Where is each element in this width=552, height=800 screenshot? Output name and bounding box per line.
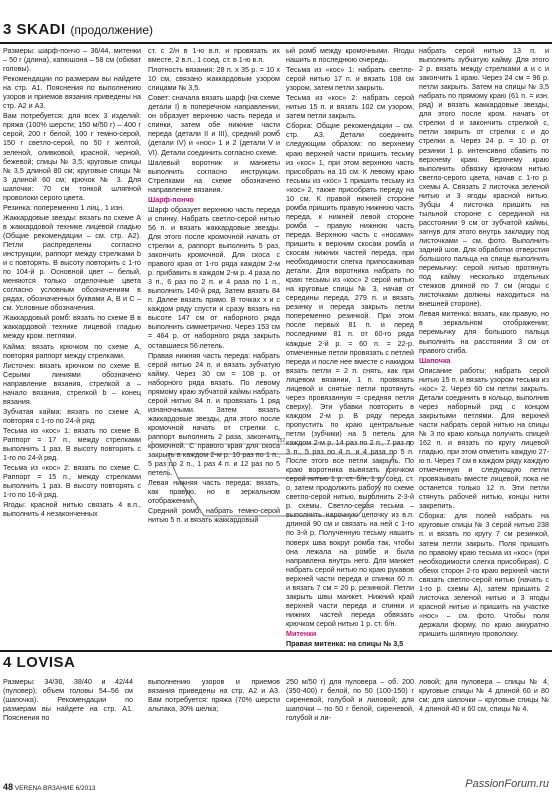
paragraph: Правая нижняя часть переда: набрать серой нитью 24 п. и вязать зубчатую кайму. Через 30 см = 108 р. от наборного ряда вязать. По левому прямому краю зубчатой каймы набрать серой нитью 84 п. и провязать 1 ряд изнаночными. Затем вязать жаккардовые звезды, для этого после кромочной начать от стрелки с, раппорт выполнить 2 раза, закончить кромочной. С правого края для скоса закрыть в каждом 2-м р. 10 раз по 1 п., 5 раз по 2 п., 1 раз 4 п. и 12 раз по 5 петель. — [148, 350, 280, 478]
paragraph: Плотность вязания: 28 п. х 35 р. = 10 х 10 см, связано жаккардовым узором спицами № 3,5. — [148, 65, 280, 93]
paragraph: Совет: сначала вязать шарф (на схеме детали I) в поперечном направлении, он образует верхнюю часть переда и спинки, затем обе нижние части переда (детали II и III), средний ромб (детали IV) и «нос» 1 и 2 (детали V и VI). Детали соединить согласно схеме. — [148, 93, 280, 157]
paragraph: набрать серой нитью 13 п. и выполнить зубчатую кайму. Для этого 2 р. вязать между стрелками a и c и закончить 1 краю. Через 24 см = 96 р. петли закрыть. Затем на спицы № 3,5 набрать по прямому краю (61 п. = изн. ряд) и вязать жаккардовые звезды, для этого после кром. начать от стрелки d и закончить стрелкой c, петли закрыть от стрелки c и до стрелки a. Через 24 р. = 10 р. от резинки 1 р. интенсивно сбавить по верхнему краю. Верхнему краю выполнить обвязку крючком нитью светло-серого цвета, начав с 1-го р. схемы А. Связать 2 листочка зеленой нитью и 3 ягоды красной нитью. Зубцы 4 листочка пришить на тыльной стороне с серединой на расстоянии 9 см от зубчатой каймы, загнув для этого внутрь закладку под листочками – см. фото. Выполнить задний шов. Для обработки отверстия большого пальца на спице выполнить перемычку: серой нитью протянуть под кайму несколько отдельных стежков длиной по 7 см (ягоды с листочками должны находиться на внешней стороне). — [419, 46, 549, 309]
paragraph: Левая нижняя часть переда: вязать, как правую, но в зеркальном отображении. — [148, 478, 280, 506]
paragraph: Шарф образует верхнюю часть переда и спинку. Набрать светло-серой нитью 56 п. и вязать жаккардовые звезды. Для этого после кромочной начать от стрелки а, раппорт выполнить 5 раз, закончить кромочной. Для скоса с правого края от 1-го ряда каждом 2-м р. прибавить в каждом 2-м р. 4 раза по 3 п., 6 раз по 2 п. и 4 раза по 1 п., выполнить 140-й ряд. Затем вязать 84 п. Далее вязать прямо. В точках x и c каждом ряду спусти и сразу вязать на высоте 147 см от наборного ряда выполнить симметрично. Через 153 см = 464 р. от наборного ряда закрыть оставшиеся 56 петель. — [148, 204, 280, 350]
paragraph: Рекомендации по размерам вы найдете на стр. А1. Пояснения по выполнению узоров и приемов вязания приведены на стр. А2 и А3. — [3, 74, 141, 111]
schematic-shape — [178, 478, 384, 516]
section2-column-3: 250 м/50 г) для пуловера – об. 200 (350-400) г белой, по 50 (100-150) г сиреневой, голубой и лиловой; для шапочки – по 50 г белой, сиреневой, голубой и ли- — [286, 677, 414, 723]
magazine-name: VERENA ВЯЗАНИЕ 6/2013 — [14, 785, 96, 792]
paragraph: Зубчатая кайма: вязать по схеме А, повторяя с 1-го по 24-й ряд. — [3, 406, 141, 425]
section-header — [0, 0, 552, 46]
paragraph: Тесьма из «кос» 1: вязать по схеме В. Раппорт = 17 п., между стрелками выполнить 1 раз. В высоту повторять с 1-го по 24-й ряд. — [3, 425, 141, 463]
paragraph: ст. с 2/н в 1-ю в.п. и провязать их вместе, 2 в.п., 1 соед. ст. в 1-ю в.п. — [148, 46, 280, 65]
paragraph: Правая митенка: на спицы № 3,5 — [286, 639, 404, 649]
paragraph: Размеры: шарф-пончо – 36/44, митенки – 50 г (длина), капюшона – 58 см (обхват головы). — [3, 46, 141, 74]
page-number: 48 — [3, 782, 14, 792]
paragraph: Ягоды: красной нитью связать 4 в.п., выполнить 4 незаконченных — [3, 500, 141, 519]
garment-schematic-diagram — [148, 436, 414, 542]
paragraph: Тесьма из «кос» 1: набрать светло-серой нитью 17 п. и вязать 108 см узором, затем петли закрыть. — [286, 65, 414, 93]
section2-column-1: Размеры: 34/36, 38/40 и 42/44 (пуловер); объем головы 54–56 см (шапочка). Рекомендации по размерам вы найдете на стр. А1. Пояснения по — [3, 677, 133, 723]
paragraph: ый ромб между кромочными. Ягоды нашить в последнюю очередь. — [286, 46, 414, 65]
paragraph: Левая митенка: вязать, как правую, но в зеркальном отображении; перемычку для большого пальца выполнить на расстоянии 3 см от правого сгиба. — [419, 309, 549, 355]
column-4 — [419, 46, 549, 639]
paragraph: Вам потребуется: для всех 3 изделий: пряжа (100% шерсти; 150 м/50 г) – 400 г серой, 200 г белой, 100 г темно-серой, 150 г светло-серой, по 50 г желтой, зеленой, оливковой, красной, черной, бежевой; спицы № 3,5; круговые спицы № 3,5 длиной 80 см; круговые спицы № 3 длиной 60 см; крючок № 3. Для шапочки: 70 см тонкой шляпной проволоки серого цвета. — [3, 111, 141, 202]
section-title-text: 3 SKADI — [3, 21, 66, 38]
dimension-label: 152 — [276, 438, 286, 444]
paragraph: Средний ромб: набрать темно-серой нитью 5 п. и вязать жаккардовый — [148, 506, 280, 525]
section-subtitle: (продолжение) — [70, 23, 154, 37]
paragraph: Описание работы: набрать серой нитью 15 п. и вязать узором тесьма из «кос» 2. Через 60 см петли закрыть. Детали соединить в кольцо, выполнив через наборный ряд с концом закрытыми петлями. Для верхней части набрать серой нитью на спицы № 3 по краю кольца получить спицей 162 п. и вязать по кругу лицевой гладью, при этом отметить каждую 27-ю п. Через 7 см в каждом ряду каждую отмеченную и следующую петли провязывать вместе лицевой, пока не останется только 12 п. Эти петли стянуть рабочей нитью, концы нити закрепить. — [419, 365, 549, 511]
watermark-site: PassionForum.ru — [465, 778, 549, 790]
section-title: 4 LOVISA — [3, 654, 76, 671]
section-title — [3, 21, 153, 38]
column-1 — [3, 46, 141, 519]
subheading: Митенки — [286, 629, 317, 638]
section2-column-2: выполнению узоров и приемов вязания приведены на стр. А2 и А3. Вам потребуется: пряжа (70% шерсти альпака, 30% шелка; — [148, 677, 280, 714]
header-rule — [0, 42, 552, 44]
paragraph: Кайма: вязать крючком по схеме А, повторяя раппорт между стрелками. — [3, 341, 141, 360]
schematic-shape — [168, 454, 394, 478]
subheading: Шапочка — [419, 355, 451, 365]
paragraph: Резинка: попеременно 1 лиц., 1 изн. — [3, 202, 125, 212]
page-footer — [3, 778, 549, 792]
section-rule — [0, 650, 552, 652]
paragraph: Жаккардовый ромб: вязать по схеме В в жаккардовой технике лицевой гладью между кром. петлями. — [3, 313, 141, 341]
paragraph: Тесьма из «кос» 2: вязать по схеме С. Раппорт = 15 п., между стрелками выполнить 1 раз. В высоту повторять с 1-го по 16-й ряд. — [3, 463, 141, 500]
subheading: Шарф-пончо — [148, 194, 194, 204]
section2-column-4: ловой; для пуловера – спицы № 4, круговые спицы № 4 длиной 60 и 80 см; для шапочки – круговые спицы № 4 длиной 40 и 60 см, спицы № 4. — [419, 677, 549, 714]
paragraph: Листочек: вязать крючком по схеме В. Серыми линиями обозначено направление вязания, стрелкой a – начало вязания, стрелкой b – конец вязания. — [3, 360, 141, 406]
paragraph: Сборка: для полей набрать на круговые спицы № 3 серой нитью 238 п. и вязать по кругу 7 см резинкой, затем петли закрыть. Поля пришить по правому краю тесьма из «кос» (при необходимости слегка присобирая). С обеих сторон 2-го краю верхней части связать светло-серой нитью (начать с 1-го р. схемы А), затем пришить 2 листочка зеленой нитью и 3 ягоды красной нитью и пришить на участке «нос» – см. фото. Чтобы поля держали форму, по краю аккуратно пришить шляпную проволоку. — [419, 511, 549, 638]
paragraph: Сборка: Общие рекомендации – см. стр. А3. Детали соединить следующим образом: по верхнему краю верхней части пришить тесьму из «кос» 1, при этом верхнюю часть присобрать на 10 см. К левому краю тесьмы из «кос» 1 пришить тесьму из «кос» 2, также присобрать переду на 10 см. К правой нижней стороне ромба пришить правую нижнюю часть переда, к нижней левой стороне ромба – правую нижнюю часть переда. Верхнюю часть с «носами» пришить к верхним скосам ромба и скосам нижних частей переда, при необходимости слегка припосаживая детали. Для воротника набрать по краю тесьмы из «кос» 2 серой нитью на круговые спицы № 3, начав от середины переда, 279 п. и вязать резинку и переда закрыть петли попеременно резинкой. При этом после первых 81 п. и перед последними 81 п. от 60-го ряда каждые 2-й р. = 60 п. = 22-р. отмеченные петли провязать с петлей переда и после нее вместе с накидом вязать петли = 2 п. снять, как при лицевом вязании, 1 п. провязать лицевой и снятые петли протянуть через провязанную = средняя петля сверху). Эти убавки повторить в каждом 2-м р. В ряду переда пропустить по краю центральные петли (зубчики) на 5 петель для каждом 2-м р. 14 раз по 2 п., 7 раз по 3 п., 5 раз по 4 п. и 4 раза по 5 п. После этого все петли закрыть. По краю воротника вывязать крючком серой нитью 1 р. ст. б/н, 1 р. соед. ст. о, затем продолжить работу по схеме светло-серой нитью, выполнить 2-3-й р. схемы. Светло-серая тесьма – выполнить нарочную цепочку из в.п. длиной 90 см и связать на ней с 1-го по 3-й р. Полученную тесьму нашить поверх шва вокруг ромба так, чтобы она лежала на ромбе и была направлена внутрь него. Для манжет набрать серой нитью по краю рукавов верхней части переда и спинки 60 п. и вязать 7 см = 20 р. резинкой. Петли закрыть швы манжет. Нижний край верхней части переда и спинки и нижних частей переда обвязать крючком серой нитью 1 р. ст. б/н. — [286, 121, 414, 628]
column-3 — [286, 46, 414, 649]
paragraph: Шалевый воротник и манжеты выполнить согласно инструкции. Стрелками на схеме обозначено направление вязания. — [148, 157, 280, 194]
paragraph: Жаккардовые звезды: вязать по схеме А в жаккардовой технике лицевой гладью (Общие рекомендации – см. стр. А2). Петли распределены согласно инструкции, раппорт между стрелками b и c повторять. В высоту повторить с 1-го по 104-й р. Основной цвет – белый, меняются только отделочные цвета согласно условным обозначениям в рядах, обозначенных буквами А, В и С – см. Условные обозначения. — [3, 212, 141, 313]
paragraph: Тесьма из «кос» 2: набрать серой нитью 15 п. и вязать 102 см узором, затем петли закрыть. — [286, 93, 414, 121]
